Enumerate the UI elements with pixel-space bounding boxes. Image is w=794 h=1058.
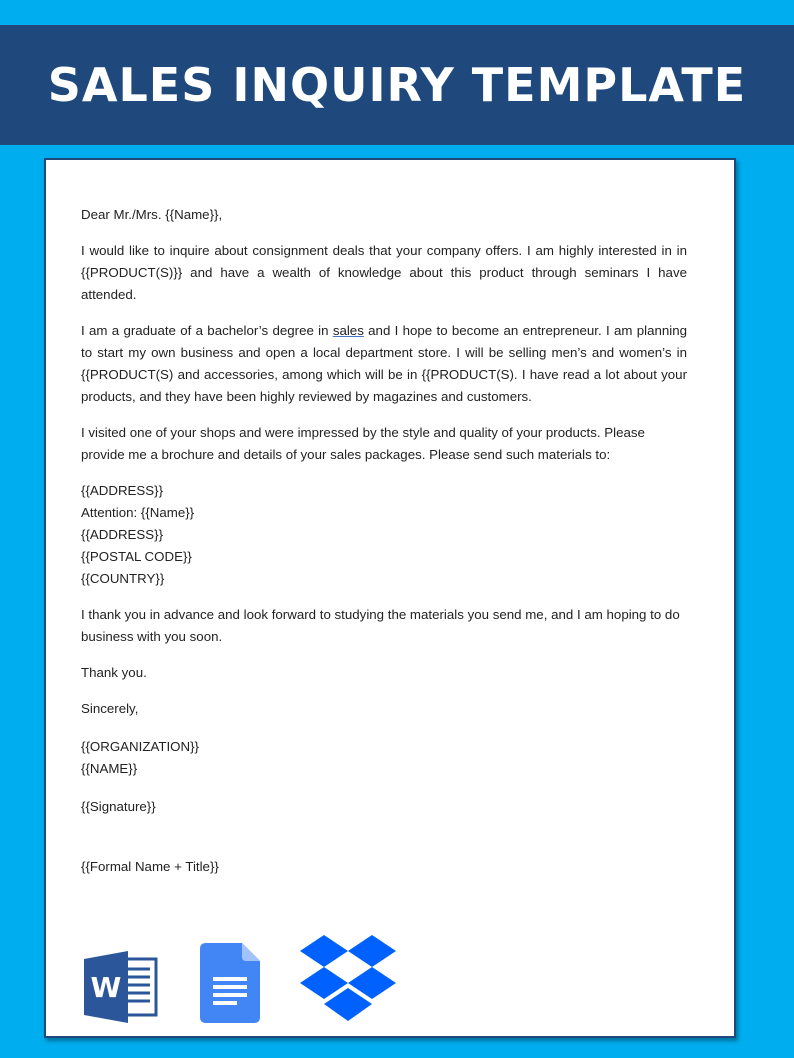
- spellcheck-word: sales: [332, 323, 364, 338]
- paragraph-3: I visited one of your shops and were impressed by the style and quality of your products. Please provide me a brochure and details of your sales packages. Please send such materials to:: [81, 425, 645, 462]
- microsoft-word-icon[interactable]: [84, 951, 160, 1023]
- page-title: SALES INQUIRY TEMPLATE: [47, 58, 747, 112]
- thank-you: Thank you.: [81, 665, 147, 680]
- closing: Sincerely,: [81, 701, 139, 716]
- word-letter: W: [90, 971, 122, 1004]
- greeting: Dear Mr./Mrs. {{Name}},: [81, 207, 223, 222]
- address-line: {{COUNTRY}}: [81, 571, 165, 586]
- header-banner: [0, 25, 794, 145]
- address-line: Attention: {{Name}}: [81, 505, 195, 520]
- sender-name: {{NAME}}: [81, 761, 138, 776]
- organization: {{ORGANIZATION}}: [81, 739, 199, 754]
- document-page: [44, 158, 736, 1038]
- address-line: {{ADDRESS}}: [81, 527, 164, 542]
- paragraph-4: I thank you in advance and look forward to studying the materials you send me, and I am hoping to do business with you soon.: [81, 607, 680, 644]
- address-block: [81, 480, 687, 590]
- dropbox-icon[interactable]: [300, 935, 396, 1023]
- formal-name: {{Formal Name + Title}}: [81, 859, 219, 874]
- signature: {{Signature}}: [81, 799, 156, 814]
- paragraph-2-end: and I hope to become an entrepreneur. I am planning to start my own business and open a local department store. I will be selling men’s and women’s in {{PRODUCT(S) and accessories, among which will be in {{PRODUCT(S). I have read a lot about your products, and they have been highly reviewed by magazines and customers.: [81, 323, 687, 404]
- app-icons: [84, 935, 396, 1023]
- paragraph-1: I would like to inquire about consignment deals that your company offers. I am highly interested in in {{PRODUCT(S)}} and have a wealth of knowledge about this product through seminars I have attended.: [81, 243, 687, 302]
- letter-body: [81, 204, 687, 878]
- paragraph-2-start: I am a graduate of a bachelor’s degree in: [81, 323, 333, 338]
- address-line: {{POSTAL CODE}}: [81, 549, 192, 564]
- google-docs-icon[interactable]: [200, 943, 260, 1023]
- paragraph-2: [81, 320, 687, 408]
- address-line: {{ADDRESS}}: [81, 483, 164, 498]
